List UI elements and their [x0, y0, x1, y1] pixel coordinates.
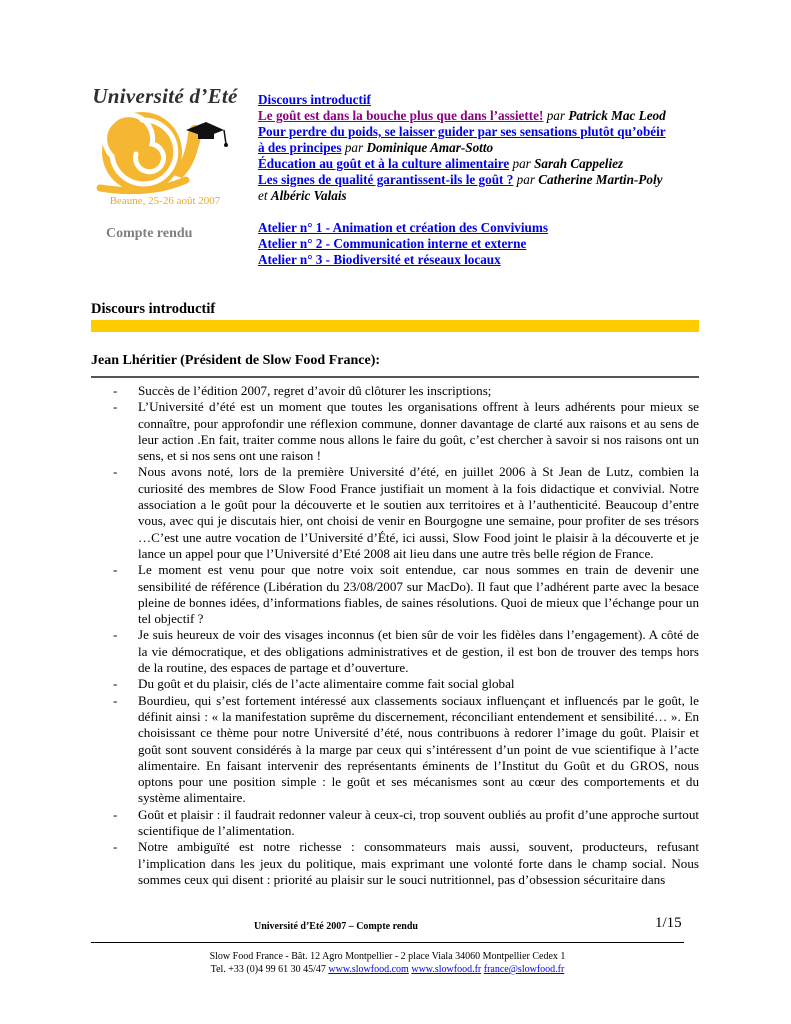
atelier-item [258, 220, 548, 236]
list-item: - Notre ambiguïté est notre richesse : consommateurs mais aussi, souvent, producteurs, refusant l’implication dans les jeux du politique, mais exprimant une volonté forte dans le champ social. Nous sommes ceux qui disent : priorité au plaisir sur le souci nutritionnel, pas d’obsession sécuritaire dans [113, 839, 699, 887]
list-item-text: Bourdieu, qui s’est fortement intéressé aux classements sociaux influençant et influencés par le goût, le définit ainsi : « la manifestation suprême du discernement, réconciliant entendement et sensibilité… ». En choisissant ce thème pour notre Université d’été, nous contribuons à redorer l’image du goût. Plaisir et goût sont souvent considérés à la marge par ceux qui s’intéressent d’un point de vue scientifique à l’acte alimentaire. En faisant intervenir des représentants éminents de l’Institut du Goût et du GROS, nous optons pour une position simple : le goût et ses mécanismes sont au cœur des comportements et du système alimentaire. [138, 692, 699, 806]
snail-graduate-icon [90, 104, 240, 199]
toc-item [258, 108, 718, 124]
page-number: 1/15 [655, 915, 682, 931]
toc-link-perdre-poids-cont[interactable]: à des principes [258, 140, 342, 155]
list-item-text: Je suis heureux de voir des visages inconnus (et bien sûr de voir les fidèles dans l’engagement). A côté de la vie démocratique, et des obligations administratives et de gestion, il est bon de trouver des temps hors de la routine, des espaces de partage et d’ouverture. [138, 627, 699, 676]
list-item: - Du goût et du plaisir, clés de l’acte alimentaire comme fait social global [113, 676, 515, 692]
list-item: - L’Université d’été est un moment que toutes les organisations offrent à leurs adhérents pour mieux se connaître, pour approfondir une réflexion commune, donner davantage de clarté aux raisons et au sens de leur action .En fait, traiter comme nous allons le faire du goût, c’est chercher à savoir si nos raisons ont un sens, et si nos sens ont une raison ! [113, 399, 699, 464]
list-item-text: Le moment est venu pour que notre voix soit entendue, car nous sommes en train de devenir une sensibilité de référence (Libération du 23/08/2007 sur MacDo). Il faut que l’adhérent parte avec la besace pleine de bonnes idées, d’informations fiables, de saines résolutions. Quoi de mieux que l’échange pour un tel objectif ? [138, 562, 699, 627]
speaker-heading: Jean Lhéritier (Président de Slow Food France): [91, 353, 381, 368]
list-item-text: Goût et plaisir : il faudrait redonner valeur à ceux-ci, trop souvent oubliés au profit d’une approche surtout scientifique de l’alimentation. [138, 806, 699, 839]
link-slowfood-fr[interactable]: www.slowfood.fr [411, 964, 482, 975]
link-slowfood-com[interactable]: www.slowfood.com [328, 964, 409, 975]
logo-date: Beaune, 25-26 août 2007 [109, 195, 221, 207]
toc-link-perdre-poids[interactable]: Pour perdre du poids, se laisser guider par ses sensations plutôt qu’obéir [258, 124, 666, 139]
toc-par: par [516, 172, 535, 187]
list-item: - Succès de l’édition 2007, regret d’avoir dû clôturer les inscriptions; [113, 383, 492, 398]
logo-caption: Compte rendu [106, 226, 193, 241]
section-divider [91, 320, 699, 332]
atelier-link-3[interactable]: Atelier n° 3 - Biodiversité et réseaux locaux [258, 252, 501, 267]
list-item: - Goût et plaisir : il faudrait redonner valeur à ceux-ci, trop souvent oubliés au profit d’une approche surtout scientifique de l’alimentation. [113, 806, 699, 839]
toc-item [258, 156, 718, 172]
logo-title: Université d’Eté [92, 84, 238, 108]
toc-author: Catherine Martin-Poly [538, 172, 663, 187]
speech-bullets [113, 383, 699, 888]
toc-item [258, 172, 718, 188]
list-item: - Le moment est venu pour que notre voix soit entendue, car nous sommes en train de devenir une sensibilité de référence (Libération du 23/08/2007 sur MacDo). Il faut que l’adhérent parte avec la besace pleine de bonnes idées, d’informations fiables, de saines résolutions. Quoi de mieux que l’échange pour un tel objectif ? [113, 562, 699, 627]
section-title: Discours introductif [91, 301, 216, 317]
table-of-contents [258, 92, 718, 204]
toc-item [258, 140, 718, 156]
atelier-item [258, 236, 548, 252]
ateliers-list [258, 220, 548, 268]
footer-phone: Tel. +33 (0)4 99 61 30 45/47 [210, 964, 326, 975]
toc-link-discours[interactable]: Discours introductif [258, 92, 371, 107]
list-item: - Nous avons noté, lors de la première Université d’été, en juillet 2006 à St Jean de Lutz, combien la curiosité des membres de Slow Food France justifiait un moment à la fois didactique et convivial. Notre association a le goût pour la découverte et le soutien aux territoires et à l’authenticité. Beaucoup d’entre vous, avec qui je discutais hier, ont choisi de venir en Bourgogne une semaine, pour profiter de ses trésors …C’est une autre vocation de l’Université d’Été, ici aussi, Slow Food joint le plaisir à la découverte et je lance un appel pour que l’Université d’Eté 2008 ait lieu dans une autre très belle région de France. [113, 464, 699, 561]
atelier-link-1[interactable]: Atelier n° 1 - Animation et création des Conviviums [258, 220, 549, 235]
list-item-text: Notre ambiguïté est notre richesse : consommateurs mais aussi, souvent, producteurs, refusant l’implication dans les jeux du politique, mais exprimant une volonté forte dans le champ social. Nous sommes ceux qui disent : priorité au plaisir sur le souci nutritionnel, pas d’obsession sécuritaire dans [138, 839, 699, 887]
toc-link-gout-bouche[interactable]: Le goût est dans la bouche plus que dans l’assiette! [258, 108, 544, 123]
toc-author: Sarah Cappeliez [534, 156, 624, 171]
footer-title: Université d’Eté 2007 – Compte rendu [254, 921, 418, 932]
toc-author: Patrick Mac Leod [568, 108, 666, 123]
footer-address: Slow Food France - Bât. 12 Agro Montpellier - 2 place Viala 34060 Montpellier Cedex 1 [209, 951, 566, 962]
toc-par: par [512, 156, 531, 171]
list-item: - Je suis heureux de voir des visages inconnus (et bien sûr de voir les fidèles dans l’engagement). A côté de la vie démocratique, et des obligations administratives et de gestion, il est bon de trouver des temps hors de la routine, des espaces de partage et d’ouverture. [113, 627, 699, 676]
speaker-divider [91, 376, 699, 378]
footer-contact [91, 963, 684, 976]
atelier-item [258, 252, 548, 268]
footer-address-block [91, 950, 684, 976]
toc-link-signes-qualite[interactable]: Les signes de qualité garantissent-ils le goût ? [258, 172, 514, 187]
list-item-text: Nous avons noté, lors de la première Université d’été, en juillet 2006 à St Jean de Lutz, combien la curiosité des membres de Slow Food France justifiait un moment à la fois didactique et convivial. Notre association a le goût pour la découverte et le soutien aux territoires et à l’authenticité. Beaucoup d’entre vous, avec qui je discutais hier, ont choisi de venir en Bourgogne une semaine, pour profiter de ses trésors …C’est une autre vocation de l’Université d’Été, ici aussi, Slow Food joint le plaisir à la découverte et je lance un appel pour que l’Université d’Eté 2008 ait lieu dans une autre très belle région de France. [138, 464, 699, 561]
toc-item [258, 188, 718, 204]
toc-par: par [344, 140, 364, 155]
list-item: - Bourdieu, qui s’est fortement intéressé aux classements sociaux influençant et influencés par le goût, le définit ainsi : « la manifestation suprême du discernement, réconciliant entendement et sensibilité… ». En choisissant ce thème pour notre Université d’été, nous contribuons à redorer l’image du goût. Plaisir et goût sont souvent considérés à la marge par ceux qui s’intéressent d’un point de vue scientifique à l’acte alimentaire. En faisant intervenir des représentants éminents de l’Institut du Goût et du GROS, nous optons pour une position simple : le goût et ses mécanismes sont au cœur des comportements et du système alimentaire. [113, 692, 699, 806]
toc-author: Albéric Valais [270, 188, 347, 203]
toc-item [258, 92, 718, 108]
toc-et: et [258, 188, 268, 203]
list-item-text: L’Université d’été est un moment que toutes les organisations offrent à leurs adhérents pour mieux se connaître, pour approfondir une réflexion commune, donner davantage de clarté aux raisons et au sens de leur action .En fait, traiter comme nous allons le faire du goût, c’est chercher à savoir si nos raisons ont un sens, et si nos sens ont une raison ! [138, 399, 699, 464]
footer-divider [91, 942, 684, 943]
toc-par: par [546, 108, 566, 123]
atelier-link-2[interactable]: Atelier n° 2 - Communication interne et externe [258, 236, 527, 251]
email-link[interactable]: france@slowfood.fr [483, 964, 565, 975]
toc-link-education-gout[interactable]: Éducation au goût et à la culture alimentaire [258, 156, 510, 171]
toc-item [258, 124, 718, 140]
list-item-text: Succès de l’édition 2007, regret d’avoir dû clôturer les inscriptions; [138, 383, 492, 398]
list-item-text: Du goût et du plaisir, clés de l’acte alimentaire comme fait social global [138, 676, 515, 692]
toc-author: Dominique Amar-Sotto [366, 140, 494, 155]
